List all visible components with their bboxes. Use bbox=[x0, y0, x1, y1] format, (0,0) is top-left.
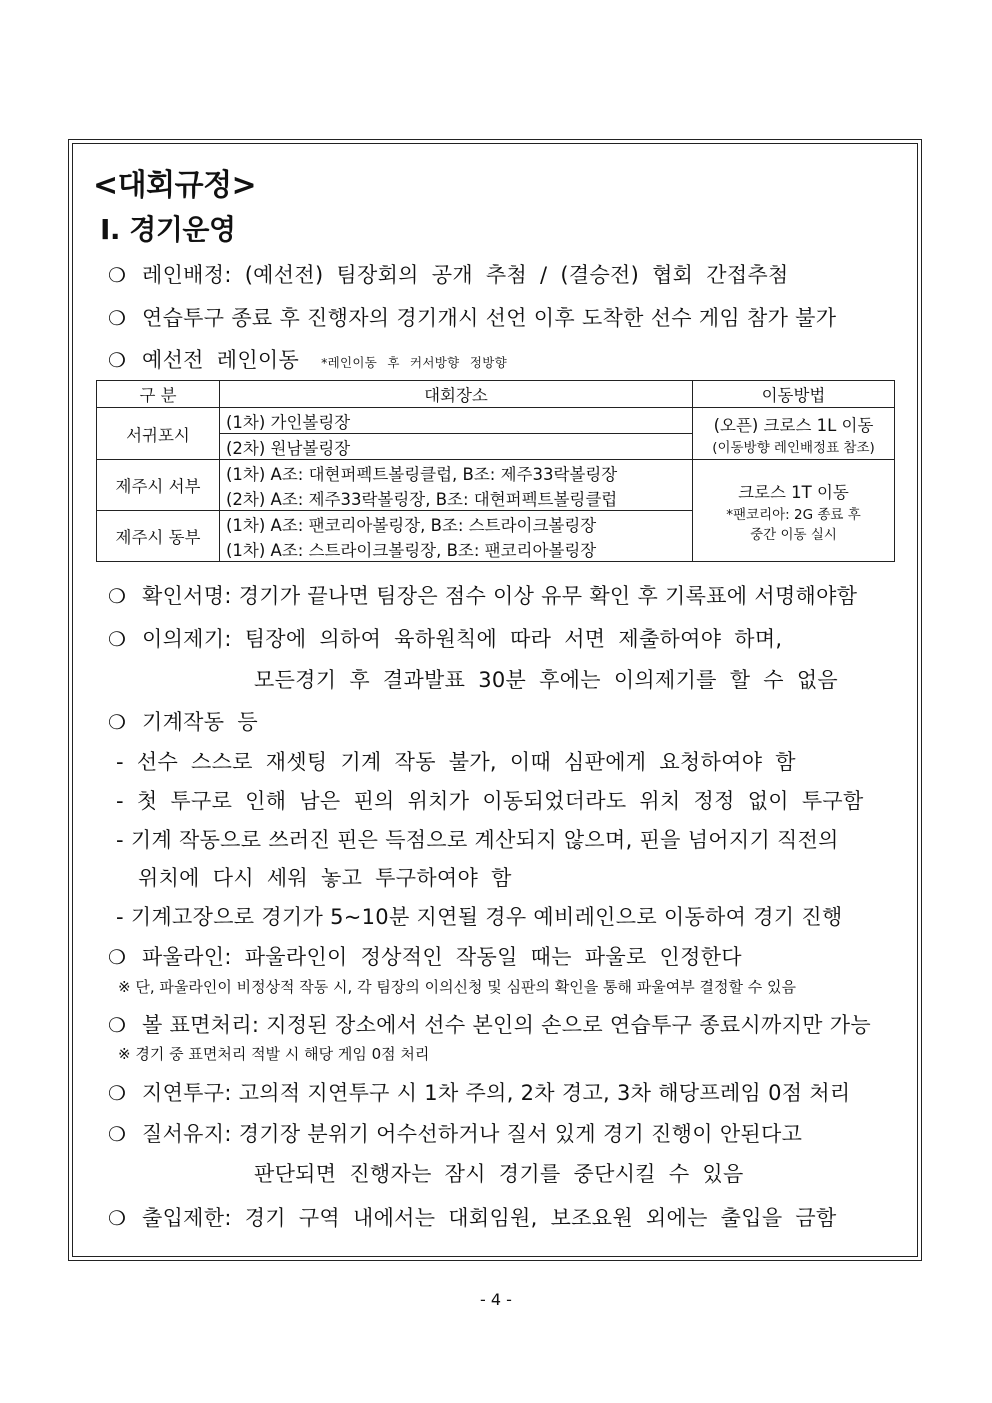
confirm-sign-item: ❍ 확인서명: 경기가 끝나면 팀장은 점수 이상 유무 확인 후 기록표에 서명해야함 bbox=[108, 584, 858, 608]
machine-item: ❍ 기계작동 등 bbox=[108, 710, 258, 734]
machine-detail: - 기계고장으로 경기가 5~10분 지연될 경우 예비레인으로 이동하여 경기 진행 bbox=[116, 905, 843, 929]
table-row bbox=[97, 408, 895, 434]
venue-cell: (1차) A조: 스트라이크볼링장, B조: 팬코리아볼링장 bbox=[220, 536, 693, 562]
region-cell: 서귀포시 bbox=[97, 408, 220, 460]
foul-line-note: ※ 단, 파울라인이 비정상적 작동 시, 각 팀장의 이의신청 및 심판의 확인을 통해 파울여부 결정할 수 있음 bbox=[118, 978, 796, 996]
table-row bbox=[97, 460, 895, 486]
bullet-icon: ❍ bbox=[108, 584, 127, 608]
machine-detail: - 기계 작동으로 쓰러진 핀은 득점으로 계산되지 않으며, 핀을 넘어지기 직전의 bbox=[116, 828, 839, 852]
objection-item: ❍ 이의제기: 팀장에 의하여 육하원칙에 따라 서면 제출하여야 하며, bbox=[108, 627, 783, 651]
venue-table bbox=[96, 380, 895, 562]
objection-item-continued: 모든경기 후 결과발표 30분 후에는 이의제기를 할 수 없음 bbox=[254, 668, 839, 692]
venue-cell: (1차) A조: 팬코리아볼링장, B조: 스트라이크볼링장 bbox=[220, 511, 693, 537]
venue-cell: (1차) 가인볼링장 bbox=[220, 408, 693, 434]
move-method-cell: 크로스 1T 이동 *팬코리아: 2G 종료 후 중간 이동 실시 bbox=[693, 460, 895, 562]
page-title: <대회규정> bbox=[93, 168, 257, 203]
bullet-icon: ❍ bbox=[108, 1122, 127, 1146]
bullet-icon: ❍ bbox=[108, 1013, 127, 1037]
ball-surface-note: ※ 경기 중 표면처리 적발 시 해당 게임 0점 처리 bbox=[118, 1045, 430, 1063]
delay-item: ❍ 지연투구: 고의적 지연투구 시 1차 주의, 2차 경고, 3차 해당프레임 0점 처리 bbox=[108, 1081, 851, 1105]
table-header-cell: 구 분 bbox=[97, 381, 220, 408]
region-cell: 제주시 서부 bbox=[97, 460, 220, 511]
bullet-icon: ❍ bbox=[108, 263, 127, 287]
entry-item: ❍ 출입제한: 경기 구역 내에서는 대회임원, 보조요원 외에는 출입을 금함 bbox=[108, 1206, 837, 1230]
region-cell: 제주시 동부 bbox=[97, 511, 220, 562]
table-header-cell: 이동방법 bbox=[693, 381, 895, 408]
venue-cell: (1차) A조: 대현퍼펙트볼링클럽, B조: 제주33락볼링장 bbox=[220, 460, 693, 486]
lane-move-item: ❍ 예선전 레인이동 *레인이동 후 커서방향 정방향 bbox=[108, 348, 507, 372]
foul-line-item: ❍ 파울라인: 파울라인이 정상적인 작동일 때는 파울로 인정한다 bbox=[108, 945, 742, 969]
machine-detail-continued: 위치에 다시 세워 놓고 투구하여야 함 bbox=[138, 866, 512, 890]
lane-move-note: *레인이동 후 커서방향 정방향 bbox=[321, 355, 507, 370]
order-item: ❍ 질서유지: 경기장 분위기 어수선하거나 질서 있게 경기 진행이 안된다고 bbox=[108, 1122, 803, 1146]
bullet-icon: ❍ bbox=[108, 1206, 127, 1230]
lane-assignment-item: ❍ 레인배정: (예선전) 팀장회의 공개 추첨 / (결승전) 협회 간접추첨 bbox=[108, 263, 789, 287]
order-item-continued: 판단되면 진행자는 잠시 경기를 중단시킬 수 있음 bbox=[254, 1162, 744, 1186]
practice-item: ❍ 연습투구 종료 후 진행자의 경기개시 선언 이후 도착한 선수 게임 참가 불가 bbox=[108, 306, 837, 330]
venue-cell: (2차) 원남볼링장 bbox=[220, 434, 693, 460]
bullet-icon: ❍ bbox=[108, 348, 127, 372]
move-method-cell: (오픈) 크로스 1L 이동 (이동방향 레인배정표 참조) bbox=[693, 408, 895, 460]
machine-detail: - 선수 스스로 재셋팅 기계 작동 불가, 이때 심판에게 요청하여야 함 bbox=[116, 750, 796, 774]
page-number: - 4 - bbox=[480, 1290, 512, 1309]
bullet-icon: ❍ bbox=[108, 945, 127, 969]
table-header-row bbox=[97, 381, 895, 408]
venue-cell: (2차) A조: 제주33락볼링장, B조: 대현퍼펙트볼링클럽 bbox=[220, 485, 693, 511]
table-header-cell: 대회장소 bbox=[220, 381, 693, 408]
bullet-icon: ❍ bbox=[108, 710, 127, 734]
section-heading: Ⅰ. 경기운영 bbox=[100, 213, 236, 246]
bullet-icon: ❍ bbox=[108, 1081, 127, 1105]
bullet-icon: ❍ bbox=[108, 627, 127, 651]
machine-detail: - 첫 투구로 인해 남은 핀의 위치가 이동되었더라도 위치 정정 없이 투구함 bbox=[116, 789, 864, 813]
bullet-icon: ❍ bbox=[108, 306, 127, 330]
ball-surface-item: ❍ 볼 표면처리: 지정된 장소에서 선수 본인의 손으로 연습투구 종료시까지만 가능 bbox=[108, 1013, 871, 1037]
